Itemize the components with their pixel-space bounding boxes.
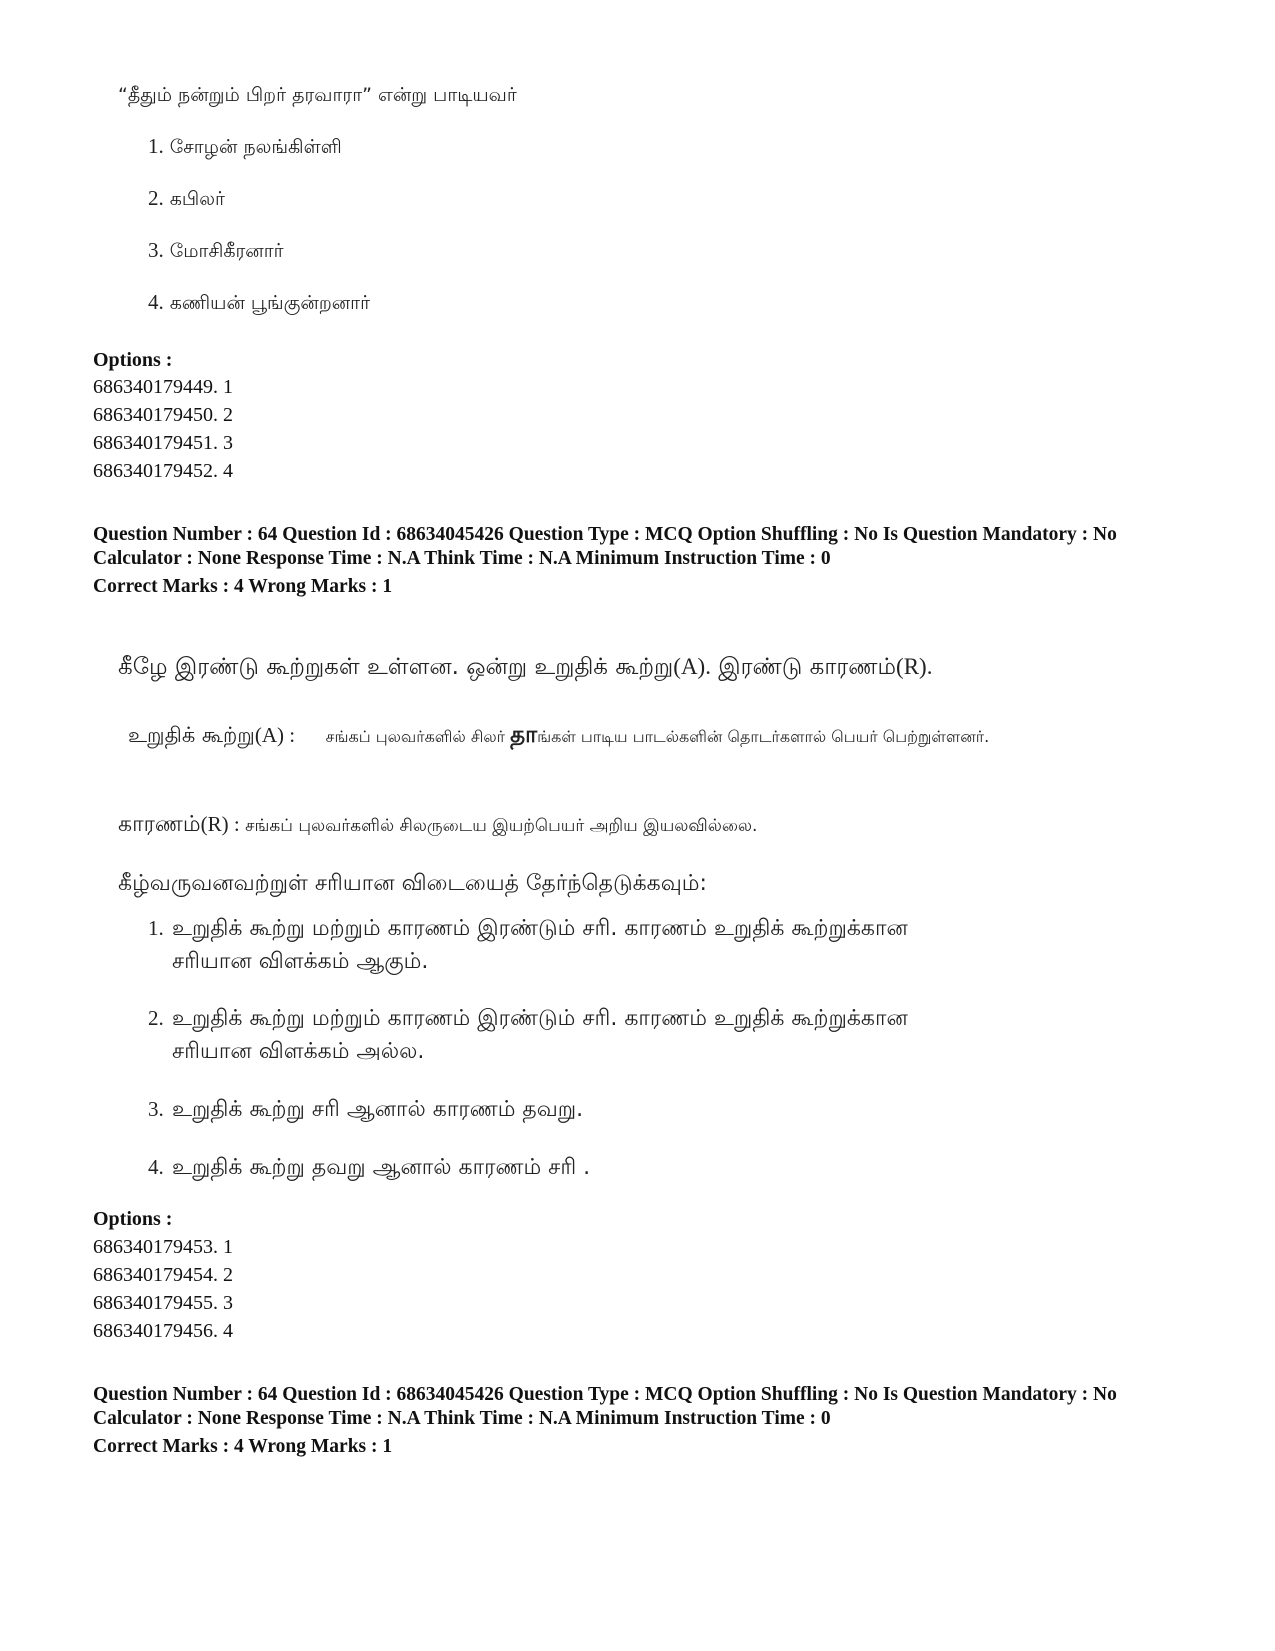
choice-text: உறுதிக் கூற்று மற்றும் காரணம் இரண்டும் சரி. காரணம் உறுதிக் கூற்றுக்கான [172, 916, 908, 941]
choice-number: 3. [148, 1097, 164, 1121]
option-line: 686340179450. 2 [93, 404, 233, 426]
question-intro [118, 654, 932, 683]
assertion-statement [118, 715, 1188, 757]
choice-item [148, 912, 1188, 978]
choice-item [148, 290, 370, 317]
choice-text: கணியன் பூங்குன்றனார் [169, 292, 371, 314]
question-meta: Question Number : 64 Question Id : 68634045426 Question Type : MCQ Option Shuffling : No Is Question Mandatory : No Calculator : None Response Time : N.A Think Time : N.A Minimum Instruction Time : 0 [93, 1384, 1117, 1429]
intro-text: இரண்டு காரணம் [710, 654, 897, 680]
intro-code-a: (A). [673, 654, 711, 679]
choice-number: 3. [148, 238, 164, 262]
choice-item [148, 238, 284, 265]
option-line: 686340179456. 4 [93, 1320, 233, 1342]
choice-item [148, 1151, 1188, 1184]
choice-text: சோழன் நலங்கிள்ளி [169, 136, 342, 158]
choice-text: உறுதிக் கூற்று மற்றும் காரணம் இரண்டும் சரி. காரணம் உறுதிக் கூற்றுக்கான [172, 1006, 908, 1031]
option-line: 686340179454. 2 [93, 1264, 233, 1286]
reason-lead: காரணம் [118, 812, 201, 837]
assertion-lead: உறுதிக் கூற்று [128, 723, 255, 747]
option-line: 686340179452. 4 [93, 460, 233, 482]
choice-number: 1. [148, 134, 164, 158]
reason-statement [118, 812, 757, 840]
choice-text-continued: சரியான விளக்கம் ஆகும். [172, 949, 429, 974]
choice-text: உறுதிக் கூற்று சரி ஆனால் காரணம் தவறு. [172, 1097, 584, 1122]
question-instruction: கீழ்வருவனவற்றுள் சரியான விடையைத் தேர்ந்தெடுக்கவும்: [118, 871, 707, 896]
reason-text: சங்கப் புலவர்களில் சிலருடைய இயற்பெயர் அறிய இயலவில்லை. [245, 816, 758, 836]
choice-number: 2. [148, 186, 164, 210]
choice-text: உறுதிக் கூற்று தவறு ஆனால் காரணம் சரி . [172, 1155, 591, 1180]
intro-text: கீழே இரண்டு கூற்றுகள் உள்ளன. ஒன்று உறுதிக் கூற்று [118, 654, 674, 680]
option-line: 686340179449. 1 [93, 376, 233, 398]
choice-text: மோசிகீரனார் [169, 240, 284, 262]
choice-text-continued: சரியான விளக்கம் அல்ல. [172, 1039, 425, 1064]
choice-number: 4. [148, 290, 164, 314]
question-meta: Question Number : 64 Question Id : 68634045426 Question Type : MCQ Option Shuffling : No Is Question Mandatory : No Calculator : None Response Time : N.A Think Time : N.A Minimum Instruction Time : 0 [93, 524, 1117, 569]
options-label: Options : [93, 1208, 173, 1230]
option-line: 686340179451. 3 [93, 432, 233, 454]
option-line: 686340179453. 1 [93, 1236, 233, 1258]
choice-text: கபிலர் [169, 188, 225, 210]
choice-item [148, 134, 342, 161]
options-label: Options : [93, 349, 173, 371]
assertion-text: ங்கள் பாடிய பாடல்களின் தொடர்களால் பெயர் பெற்றுள்ளனர். [537, 727, 990, 746]
reason-code: (R) : [200, 812, 240, 836]
choice-number: 2. [148, 1006, 164, 1030]
choice-item [148, 1002, 1188, 1068]
intro-code-r: (R). [896, 654, 933, 679]
question-marks: Correct Marks : 4 Wrong Marks : 1 [93, 1436, 393, 1457]
assertion-text: சங்கப் புலவர்களில் சிலர் [325, 727, 506, 746]
question-marks: Correct Marks : 4 Wrong Marks : 1 [93, 576, 393, 597]
choice-number: 1. [148, 916, 164, 940]
assertion-code: (A) : [254, 723, 296, 747]
choice-item [148, 186, 225, 213]
option-line: 686340179455. 3 [93, 1292, 233, 1314]
assertion-big-text: தா [510, 722, 538, 748]
choice-item [148, 1093, 1188, 1126]
question-stem: “தீதும் நன்றும் பிறர் தரவாரா” என்று பாடியவர் [118, 84, 517, 106]
choice-number: 4. [148, 1155, 164, 1179]
